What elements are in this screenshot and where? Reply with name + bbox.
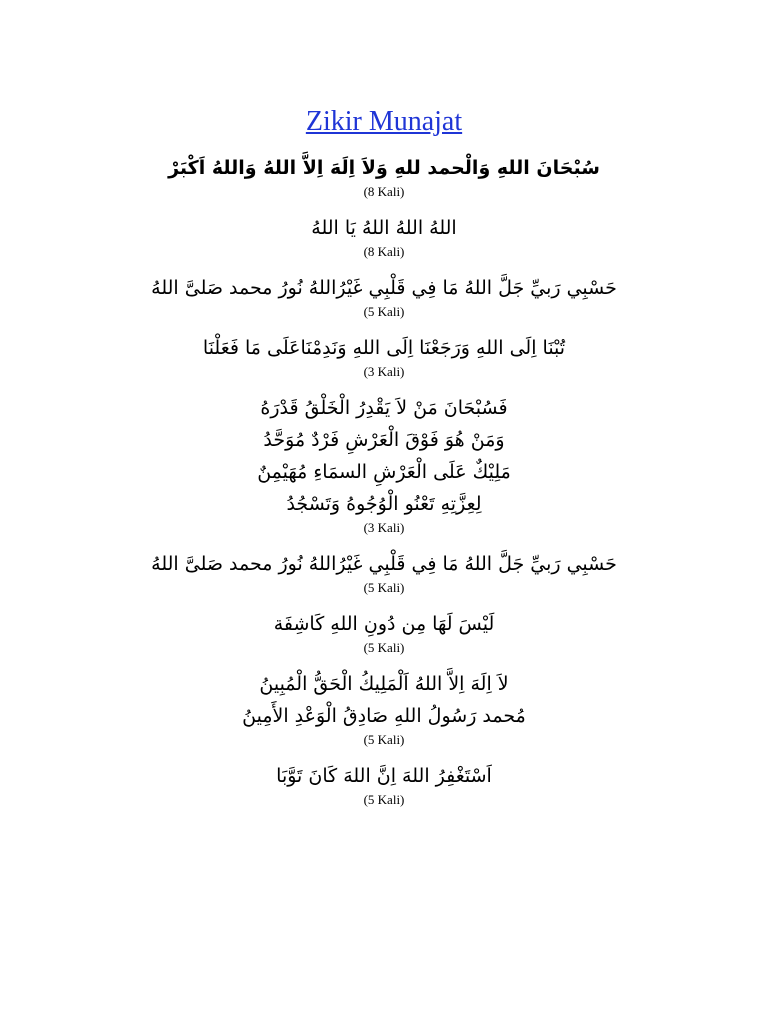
repetition-count: (8 Kali) xyxy=(363,184,405,199)
verse-line: اللهُ اللهُ اللهُ يَا اللهُ xyxy=(311,217,457,239)
verse-line: تُبْنَا اِلَى اللهِ وَرَجَعْنَا اِلَى اللهِ وَنَدِمْنَاعَلَى مَا فَعَلْنَا xyxy=(202,337,566,359)
verse-line: اَسْتَغْفِرُ اللهَ اِنَّ اللهَ كَانَ تَوَّبَا xyxy=(276,765,492,787)
repetition-count: (3 Kali) xyxy=(363,520,405,535)
verse-line: فَسُبْحَانَ مَنْ لاَ يَقْدِرُ الْخَلْقُ قَدْرَهُ xyxy=(260,397,508,419)
verse-9 xyxy=(60,760,708,808)
verse-line: لَيْسَ لَهَا مِن دُونِ اللهِ كَاشِفَة xyxy=(273,613,495,635)
verse-line: مُحمد رَسُولُ اللهِ صَادِقُ الْوَعْدِ الأَمِينُ xyxy=(242,705,526,727)
verse-line: سُبْحَانَ اللهِ وَالْحمد للهِ وَلاَ اِلَهَ اِلاَّ اللهُ وَاللهُ اَكْبَرْ xyxy=(168,157,600,179)
verse-4 xyxy=(60,332,708,380)
repetition-count: (5 Kali) xyxy=(363,792,405,807)
repetition-count: (3 Kali) xyxy=(363,364,405,379)
verse-7 xyxy=(60,608,708,656)
repetition-count: (5 Kali) xyxy=(363,732,405,747)
verse-line: مَلِيْكٌ عَلَى الْعَرْشِ السمَاءِ مُهَيْمِنٌ xyxy=(257,461,511,483)
verse-line: حَسْبِي رَبيِّ جَلَّ اللهُ مَا فِي قَلْبِي غَيْرُاللهُ نُورُ محمد صَلىَّ اللهُ xyxy=(151,553,617,575)
verse-2 xyxy=(60,212,708,260)
repetition-count: (8 Kali) xyxy=(363,244,405,259)
repetition-count: (5 Kali) xyxy=(363,304,405,319)
verse-line: وَمَنْ هُوَ فَوْقَ الْعَرْشِ فَرْدٌ مُوَحَّدُ xyxy=(263,429,505,451)
repetition-count: (5 Kali) xyxy=(363,580,405,595)
verse-8 xyxy=(60,668,708,748)
verse-1 xyxy=(60,152,708,200)
verse-6 xyxy=(60,548,708,596)
repetition-count: (5 Kali) xyxy=(363,640,405,655)
document-title[interactable]: Zikir Munajat xyxy=(305,106,463,137)
verse-list xyxy=(60,152,708,820)
verse-line: لِعِزَّتِهِ تَعْنُو الْوُجُوهُ وَتَسْجُدُ xyxy=(286,493,482,515)
verse-line: لاَ اِلَهَ اِلاَّ اللهُ اَلْمَلِيكُ الْحَقُّ الْمُبِينُ xyxy=(259,673,509,695)
verse-5 xyxy=(60,392,708,536)
verse-3 xyxy=(60,272,708,320)
verse-line: حَسْبِي رَبيِّ جَلَّ اللهُ مَا فِي قَلْبِي غَيْرُاللهُ نُورُ محمد صَلىَّ اللهُ xyxy=(151,277,617,299)
